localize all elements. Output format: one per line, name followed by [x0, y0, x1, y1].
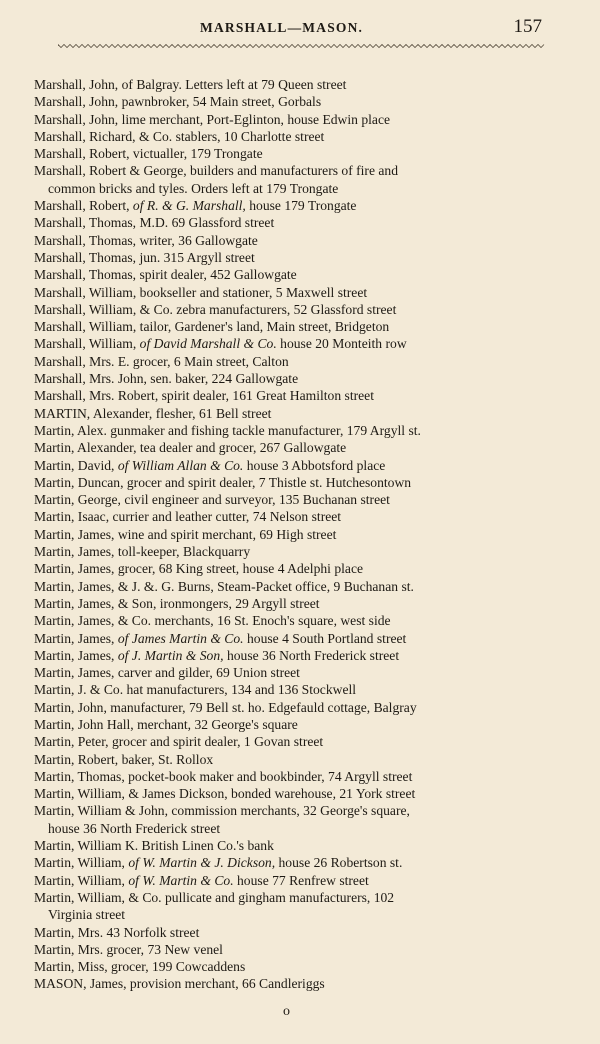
page-number: 157 [513, 16, 542, 37]
entry-text: house 36 North Frederick street [223, 647, 400, 663]
directory-entry [34, 405, 546, 422]
entry-firm: of J. Martin & Son, [117, 647, 224, 663]
directory-entry [34, 76, 546, 93]
directory-entry [34, 318, 546, 335]
directory-entry [34, 526, 546, 543]
directory-entries [34, 76, 546, 993]
entry-text: MASON, James, provision merchant, 66 Candleriggs [34, 976, 325, 992]
directory-entry [34, 699, 546, 716]
entry-text: Marshall, Robert & George, builders and manufacturers of fire and [34, 163, 399, 179]
directory-entry [34, 491, 546, 508]
directory-entry [34, 872, 546, 889]
entry-text: Martin, Isaac, currier and leather cutter, 74 Nelson street [34, 509, 342, 525]
entry-firm: of W. Martin & J. Dickson, [128, 855, 276, 871]
entry-firm: of James Martin & Co. [117, 630, 244, 646]
entry-text: MARTIN, Alexander, flesher, 61 Bell street [34, 405, 272, 421]
directory-entry [34, 560, 546, 577]
directory-entry [34, 889, 546, 924]
entry-text: Marshall, Richard, & Co. stablers, 10 Charlotte street [34, 128, 325, 144]
entry-text: Martin, James, toll-keeper, Blackquarry [34, 544, 251, 560]
entry-text: Martin, William, [34, 855, 129, 871]
entry-text: Marshall, Thomas, jun. 315 Argyll street [34, 249, 255, 265]
entry-text: house 4 South Portland street [243, 630, 407, 646]
decorative-rule [58, 42, 546, 50]
entry-text: Marshall, William, [34, 336, 140, 352]
directory-entry [34, 93, 546, 110]
entry-text: Marshall, Mrs. E. grocer, 6 Main street, Calton [34, 353, 289, 369]
directory-entry [34, 284, 546, 301]
entry-continuation: common bricks and tyles. Orders left at 179 Trongate [48, 180, 339, 196]
entry-text: Marshall, Mrs. Robert, spirit dealer, 161 Great Hamilton street [34, 388, 374, 404]
directory-entry [34, 941, 546, 958]
directory-entry [34, 439, 546, 456]
entry-text: Martin, George, civil engineer and surveyor, 135 Buchanan street [34, 492, 390, 508]
entry-text: Martin, Thomas, pocket-book maker and bookbinder, 74 Argyll street [34, 768, 413, 784]
directory-entry [34, 733, 546, 750]
directory-entry [34, 457, 546, 474]
entry-text: Martin, William K. British Linen Co.'s bank [34, 838, 274, 854]
entry-text: house 26 Robertson st. [275, 855, 403, 871]
entry-text: Marshall, Thomas, writer, 36 Gallowgate [34, 232, 258, 248]
entry-text: Martin, James, [34, 630, 118, 646]
entry-text: Martin, Duncan, grocer and spirit dealer, 7 Thistle st. Hutchesontown [34, 474, 412, 490]
directory-entry [34, 474, 546, 491]
directory-entry [34, 162, 546, 197]
directory-entry [34, 975, 546, 992]
entry-firm: of R. & G. Marshall, [132, 198, 246, 214]
directory-entry [34, 335, 546, 352]
entry-text: Marshall, William, bookseller and stationer, 5 Maxwell street [34, 284, 368, 300]
directory-entry [34, 612, 546, 629]
directory-entry [34, 232, 546, 249]
entry-text: Martin, John Hall, merchant, 32 George's square [34, 716, 298, 732]
directory-entry [34, 370, 546, 387]
entry-firm: of W. Martin & Co. [128, 872, 234, 888]
entry-text: Martin, James, & Son, ironmongers, 29 Argyll street [34, 595, 320, 611]
directory-entry [34, 837, 546, 854]
directory-entry [34, 630, 546, 647]
directory-entry [34, 958, 546, 975]
entry-text: Martin, James, & Co. merchants, 16 St. Enoch's square, west side [34, 613, 391, 629]
entry-text: house 3 Abbotsford place [243, 457, 386, 473]
directory-entry [34, 145, 546, 162]
entry-text: Martin, Mrs. grocer, 73 New venel [34, 941, 223, 957]
entry-firm: of William Allan & Co. [117, 457, 244, 473]
directory-entry [34, 647, 546, 664]
entry-text: Martin, Peter, grocer and spirit dealer, 1 Govan street [34, 734, 324, 750]
entry-text: Marshall, Robert, [34, 198, 133, 214]
running-head: MARSHALL—MASON. [200, 20, 364, 35]
directory-entry [34, 422, 546, 439]
entry-text: Martin, James, grocer, 68 King street, house 4 Adelphi place [34, 561, 364, 577]
entry-text: Martin, Mrs. 43 Norfolk street [34, 924, 200, 940]
directory-entry [34, 508, 546, 525]
directory-entry [34, 214, 546, 231]
entry-text: Martin, James, & J. &. G. Burns, Steam-Packet office, 9 Buchanan st. [34, 578, 414, 594]
directory-entry [34, 197, 546, 214]
entry-text: Martin, Miss, grocer, 199 Cowcaddens [34, 959, 246, 975]
signature-mark: o [283, 1004, 290, 1019]
entry-text: Marshall, William, tailor, Gardener's land, Main street, Bridgeton [34, 319, 390, 335]
entry-text: Martin, Robert, baker, St. Rollox [34, 751, 214, 767]
entry-text: Marshall, John, of Balgray. Letters left at 79 Queen street [34, 77, 347, 92]
directory-entry [34, 301, 546, 318]
entry-text: house 179 Trongate [245, 198, 357, 214]
directory-entry [34, 353, 546, 370]
entry-text: Martin, James, carver and gilder, 69 Union street [34, 665, 300, 681]
directory-entry [34, 595, 546, 612]
entry-text: house 77 Renfrew street [233, 872, 369, 888]
entry-text: Martin, Alex. gunmaker and fishing tackle manufacturer, 179 Argyll st. [34, 422, 421, 438]
entry-text: Marshall, John, pawnbroker, 54 Main street, Gorbals [34, 94, 322, 110]
entry-text: Marshall, Robert, victualler, 179 Trongate [34, 146, 263, 162]
entry-text: Martin, James, wine and spirit merchant, 69 High street [34, 526, 337, 542]
directory-entry [34, 387, 546, 404]
entry-firm: of David Marshall & Co. [139, 336, 277, 352]
entry-continuation: Virginia street [48, 907, 126, 923]
directory-entry [34, 664, 546, 681]
directory-entry [34, 681, 546, 698]
entry-text: Martin, Alexander, tea dealer and grocer, 267 Gallowgate [34, 440, 347, 456]
page-header [0, 16, 600, 44]
directory-entry [34, 924, 546, 941]
entry-text: Marshall, Thomas, M.D. 69 Glassford street [34, 215, 275, 231]
directory-entry [34, 266, 546, 283]
directory-entry [34, 128, 546, 145]
directory-entry [34, 785, 546, 802]
entry-text: Martin, James, [34, 647, 118, 663]
directory-entry [34, 249, 546, 266]
entry-text: Marshall, William, & Co. zebra manufacturers, 52 Glassford street [34, 301, 397, 317]
entry-text: Martin, William & John, commission merchants, 32 George's square, [34, 803, 410, 819]
entry-text: Martin, William, [34, 872, 129, 888]
entry-text: Martin, David, [34, 457, 118, 473]
entry-text: Martin, William, & Co. pullicate and gingham manufacturers, 102 [34, 889, 395, 905]
directory-entry [34, 111, 546, 128]
entry-text: Martin, John, manufacturer, 79 Bell st. ho. Edgefauld cottage, Balgray [34, 699, 417, 715]
entry-text: Martin, William, & James Dickson, bonded warehouse, 21 York street [34, 786, 416, 802]
directory-entry [34, 802, 546, 837]
entry-text: Marshall, Mrs. John, sen. baker, 224 Gallowgate [34, 371, 299, 387]
directory-entry [34, 716, 546, 733]
directory-entry [34, 751, 546, 768]
directory-entry [34, 543, 546, 560]
directory-entry [34, 578, 546, 595]
directory-entry [34, 854, 546, 871]
directory-entry [34, 768, 546, 785]
entry-text: Martin, J. & Co. hat manufacturers, 134 and 136 Stockwell [34, 682, 357, 698]
entry-text: Marshall, Thomas, spirit dealer, 452 Gallowgate [34, 267, 297, 283]
entry-text: Marshall, John, lime merchant, Port-Eglinton, house Edwin place [34, 111, 391, 127]
entry-continuation: house 36 North Frederick street [48, 820, 221, 836]
entry-text: house 20 Monteith row [276, 336, 407, 352]
